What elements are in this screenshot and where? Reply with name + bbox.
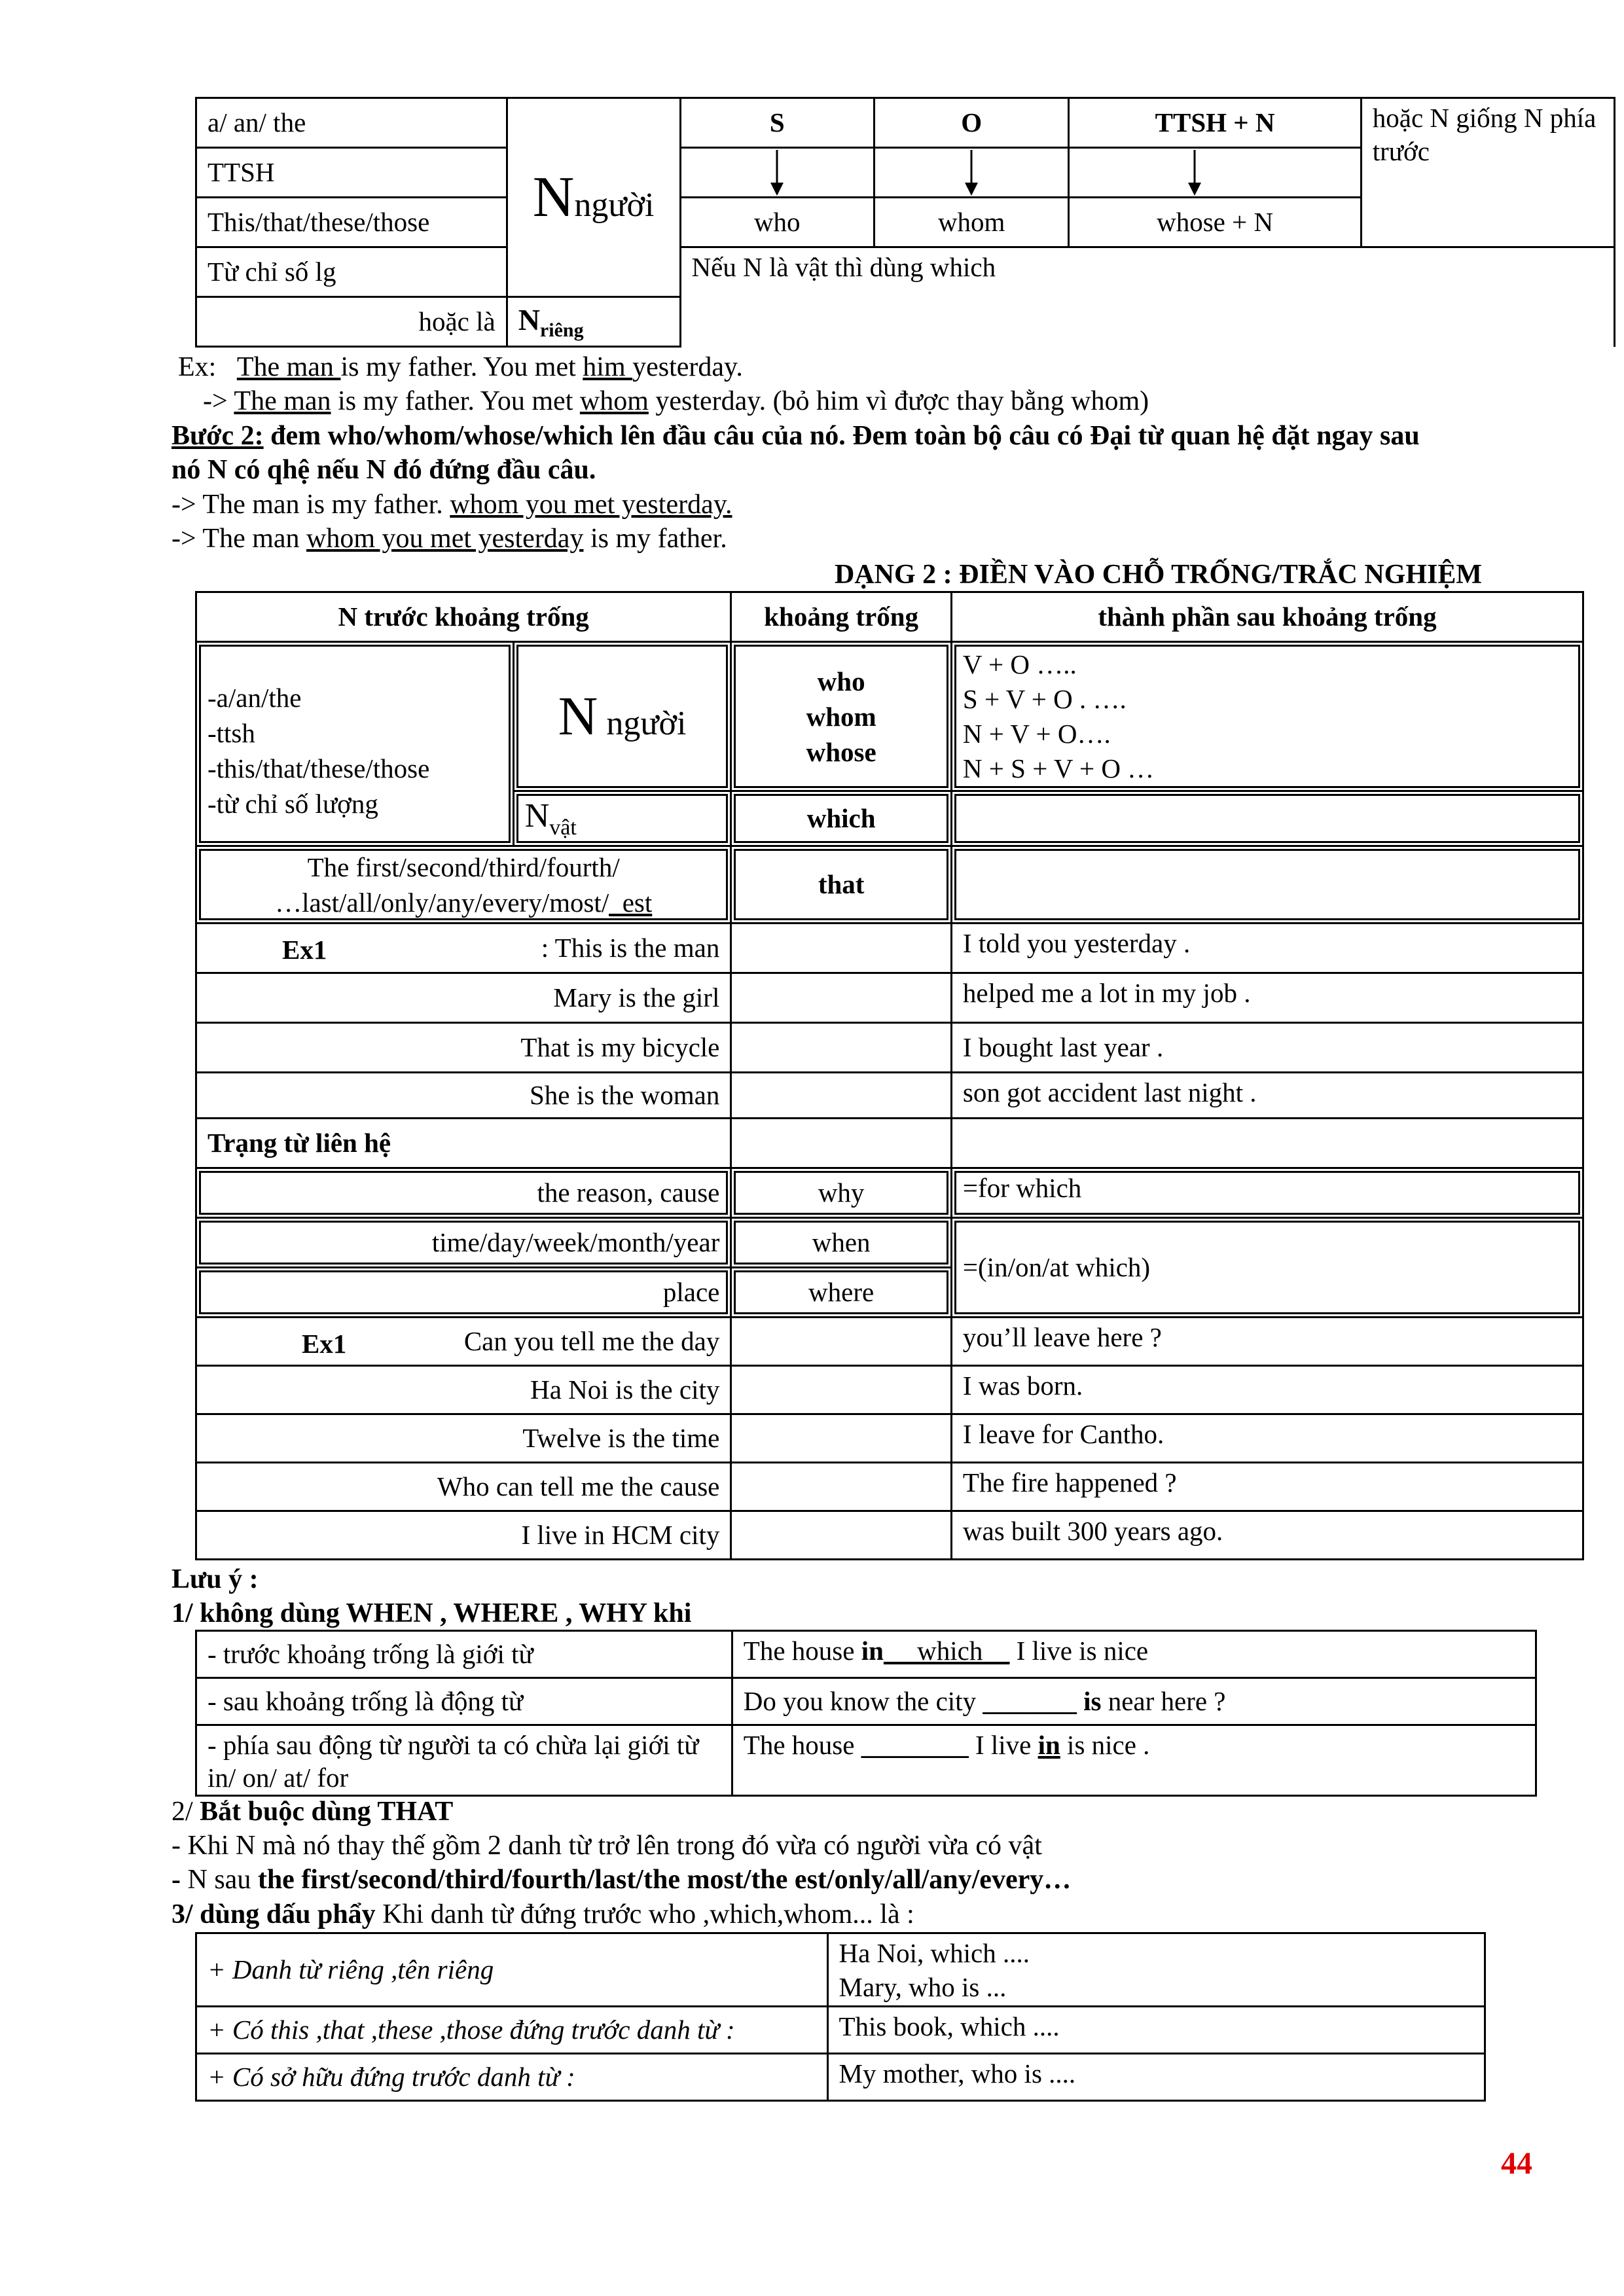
- rule-preposition-before: - trước khoảng trống là giới từ: [196, 1631, 732, 1678]
- page-number: 44: [1501, 2146, 1532, 2181]
- det-this-that: -this/that/these/those: [208, 753, 430, 783]
- ex1-right-text: I told you yesterday .: [951, 924, 1583, 973]
- pronoun-which: which: [731, 791, 952, 846]
- note-2-dash: -: [171, 1865, 188, 1895]
- step2-example-2: [171, 522, 727, 556]
- why-cell: why: [731, 1168, 952, 1218]
- ex2-text: is my father. You met: [331, 386, 580, 416]
- ordinals-cell: [196, 846, 731, 924]
- ordinals-text: …last/all/only/any/every/most/: [275, 887, 609, 918]
- noun-thing-cell: [513, 791, 731, 846]
- ex-row-blank: [731, 1073, 952, 1119]
- formula-3: N + V + O….: [962, 718, 1111, 749]
- ex1-blank: [731, 924, 952, 973]
- ex-row-right: I bought last year .: [951, 1023, 1583, 1073]
- ex1-left-text: : This is the man: [541, 932, 720, 963]
- ex2-blank: [731, 1318, 952, 1366]
- header-blank: khoảng trống: [731, 592, 952, 642]
- ex2-row-blank: [731, 1414, 952, 1463]
- ex2-row-left: Who can tell me the cause: [196, 1463, 731, 1511]
- arrow-down-icon: [962, 150, 981, 196]
- pronouns-cell: [731, 642, 952, 791]
- note-3-title: [171, 1897, 914, 1931]
- adverb-after: [951, 1119, 1583, 1168]
- e2-a: Do you know the city: [743, 1685, 983, 1716]
- e3-in: in: [1038, 1730, 1060, 1760]
- step2-ex2-a: -> The man: [171, 524, 307, 554]
- formula-4: N + S + V + O …: [962, 753, 1155, 783]
- noun-person-cell: [513, 642, 731, 791]
- arrow-down-icon: [1185, 150, 1204, 196]
- ordinals-est: _est: [609, 887, 653, 918]
- noun-person-cell: [507, 98, 680, 297]
- ex2-right-text: you’ll leave here ?: [951, 1318, 1583, 1366]
- same-noun-note: hoặc N giống N phía trước: [1361, 98, 1614, 247]
- note-2-text: Bắt buộc dùng THAT: [200, 1797, 454, 1827]
- in-on-at-cell: =(in/on/at which): [951, 1218, 1583, 1318]
- dang2-title: DẠNG 2 : ĐIỀN VÀO CHỖ TRỐNG/TRẮC NGHIỆM: [835, 560, 1483, 590]
- e3-c: I live: [968, 1730, 1038, 1760]
- note-1-title: 1/ không dùng WHEN , WHERE , WHY khi: [171, 1598, 692, 1628]
- formula-2: S + V + O . ….: [962, 683, 1127, 714]
- adverb-title: Trạng từ liên hệ: [196, 1119, 731, 1168]
- arrow-s-cell: [680, 148, 874, 198]
- ex2-row-blank: [731, 1366, 952, 1414]
- e2-blank: _______: [983, 1685, 1077, 1716]
- header-s: S: [680, 98, 874, 148]
- comma-demonstrative: + Có this ,that ,these ,those đứng trước danh từ :: [196, 2007, 828, 2054]
- note-2-n-sau: N sau: [187, 1865, 258, 1895]
- step2-text: đem who/whom/whose/which lên đầu câu của nó. Đem toàn bộ câu có Đại từ quan hệ đặt ngay sau: [263, 421, 1420, 451]
- e1-d: I live is nice: [1009, 1636, 1149, 1666]
- formula-1: V + O …..: [962, 649, 1077, 679]
- det-quantity: -từ chỉ số lượng: [208, 788, 378, 819]
- ordinals-line-1: The first/second/third/fourth/: [307, 852, 620, 882]
- noun-thing-sub: vật: [549, 816, 577, 840]
- pronoun-who: who: [817, 666, 865, 696]
- ex2-row-left: Ha Noi is the city: [196, 1366, 731, 1414]
- thing-which-note: Nếu N là vật thì dùng which: [680, 247, 1614, 347]
- pronoun-whose: whose: [806, 736, 876, 767]
- example-line-1: [178, 350, 743, 384]
- step2-example-1: [171, 488, 732, 522]
- e3-e: is nice .: [1060, 1730, 1150, 1760]
- note-2-line-1: - Khi N mà nó thay thế gồm 2 danh từ trở lên trong đó vừa có người vừa có vật: [171, 1831, 1042, 1861]
- determiner-this-that: This/that/these/those: [196, 198, 507, 247]
- when-where-why-table: [195, 1630, 1537, 1797]
- ex-row-left: She is the woman: [196, 1073, 731, 1119]
- ex-label: Ex:: [178, 352, 217, 382]
- note-2-list: the first/second/third/fourth/last/the most/the est/only/all/any/every…: [257, 1865, 1072, 1895]
- comma-example-1: [827, 1933, 1485, 2007]
- for-which-cell: =for which: [951, 1168, 1583, 1218]
- ex-row-right: helped me a lot in my job .: [951, 973, 1583, 1023]
- arrow-ttsh-cell: [1069, 148, 1361, 198]
- rule-preposition-left: - phía sau động từ người ta có chừa lại giới từ in/ on/ at/ for: [196, 1725, 732, 1796]
- ex1-row-0-left: [196, 924, 731, 973]
- ex2-row-right: I leave for Cantho.: [951, 1414, 1583, 1463]
- e2-is: is: [1076, 1685, 1102, 1716]
- comma-possessive: + Có sở hữu đứng trước danh từ :: [196, 2054, 828, 2101]
- rule-example-2: [732, 1678, 1536, 1725]
- ex2-row-right: The fire happened ?: [951, 1463, 1583, 1511]
- ex2-row-0-left: [196, 1318, 731, 1366]
- noun-n: N: [532, 165, 575, 229]
- place-cell: place: [196, 1268, 731, 1318]
- step2-ex1-b: whom you met yesterday.: [450, 490, 732, 520]
- ex2-left-text: Can you tell me the day: [463, 1325, 720, 1356]
- header-noun-before: N trước khoảng trống: [196, 592, 731, 642]
- ex2-row-right: was built 300 years ago.: [951, 1511, 1583, 1560]
- header-o: O: [874, 98, 1069, 148]
- fill-blank-table: [195, 591, 1584, 1560]
- step2-ex2-c: is my father.: [583, 524, 727, 554]
- adverb-blank: [731, 1119, 952, 1168]
- proper-noun-cell: [507, 297, 680, 347]
- comma-rule-table: [195, 1932, 1486, 2102]
- e3-a: The house: [743, 1730, 861, 1760]
- ex2-row-left: Twelve is the time: [196, 1414, 731, 1463]
- formulas-cell: [951, 642, 1583, 791]
- when-cell: when: [731, 1218, 952, 1268]
- note-2-title: [171, 1795, 453, 1829]
- noun-n: N: [558, 686, 598, 747]
- ex-text-end: yesterday.: [632, 352, 743, 382]
- ex-the-man: The man: [236, 352, 341, 382]
- comma-ex-book: This book, which ....: [827, 2007, 1485, 2054]
- pronoun-whose: whose + N: [1069, 198, 1361, 247]
- step2-line-1: [171, 419, 1420, 453]
- ex2-text-end: yesterday. (bỏ him vì được thay bằng whom): [648, 386, 1149, 416]
- arrow-down-icon: [767, 150, 787, 196]
- which-after-cell: [951, 791, 1583, 846]
- where-cell: where: [731, 1268, 952, 1318]
- comma-ex-mary: Mary, who is ...: [839, 1971, 1007, 2002]
- rule-verb-after: - sau khoảng trống là động từ: [196, 1678, 732, 1725]
- proper-noun-n: N: [518, 302, 540, 336]
- ex-row-left: That is my bicycle: [196, 1023, 731, 1073]
- e3-blank: ________: [861, 1730, 969, 1760]
- ordinals-line-2: [208, 885, 719, 920]
- ex1-label: Ex1: [282, 935, 327, 965]
- example-line-2: [203, 384, 1149, 418]
- determiner-a-an-the: a/ an/ the: [196, 98, 507, 148]
- step2-line-2: nó N có qhệ nếu N đó đứng đầu câu.: [171, 455, 596, 485]
- determiners-cell: [196, 642, 514, 846]
- comma-ex-mother: My mother, who is ....: [827, 2054, 1485, 2101]
- ex2-whom: whom: [579, 386, 649, 416]
- pronoun-who: who: [680, 198, 874, 247]
- ex-row-blank: [731, 1023, 952, 1073]
- pronoun-that: that: [731, 846, 952, 924]
- noun-sub-nguoi: người: [574, 186, 655, 224]
- header-ttsh: TTSH + N: [1069, 98, 1361, 148]
- step2-ex2-b: whom you met yesterday: [306, 524, 584, 554]
- noun-sub-nguoi: người: [598, 705, 687, 742]
- relative-pronoun-table: [195, 97, 1615, 348]
- ex2-row-left: I live in HCM city: [196, 1511, 731, 1560]
- that-after-cell: [951, 846, 1583, 924]
- header-after: thành phần sau khoảng trống: [951, 592, 1583, 642]
- ex2-the-man: The man: [234, 386, 331, 416]
- step2-label: Bước 2:: [171, 421, 264, 451]
- pronoun-whom: whom: [874, 198, 1069, 247]
- rule-example-3: [732, 1725, 1536, 1796]
- det-ttsh: -ttsh: [208, 717, 255, 748]
- ex2-row-blank: [731, 1511, 952, 1560]
- note-3-text: Khi danh từ đứng trước who ,which,whom... là :: [375, 1899, 914, 1929]
- determiner-ttsh: TTSH: [196, 148, 507, 198]
- comma-ex-hanoi: Ha Noi, which ....: [839, 1937, 1030, 1968]
- note-title: Lưu ý :: [171, 1564, 259, 1594]
- ex-him: him: [583, 352, 633, 382]
- note-3-label: 3/ dùng dấu phẩy: [171, 1899, 376, 1929]
- pronoun-whom: whom: [806, 701, 876, 732]
- ex2-label: Ex1: [302, 1329, 347, 1359]
- note-2-number: 2/: [171, 1797, 200, 1827]
- e1-which: __which__: [883, 1636, 1010, 1666]
- proper-noun-sub: riêng: [539, 319, 584, 341]
- or-label: hoặc là: [196, 297, 507, 347]
- noun-thing-n: N: [524, 797, 550, 835]
- e1-in: in: [861, 1636, 884, 1666]
- note-2-line-2: [171, 1863, 1071, 1897]
- reason-cell: the reason, cause: [196, 1168, 731, 1218]
- e1-a: The house: [743, 1636, 861, 1666]
- ex-row-right: son got accident last night .: [951, 1073, 1583, 1119]
- e2-d: near here ?: [1101, 1685, 1226, 1716]
- comma-proper-noun: + Danh từ riêng ,tên riêng: [196, 1933, 828, 2007]
- determiner-quantity: Từ chỉ số lg: [196, 247, 507, 297]
- ex2-row-right: I was born.: [951, 1366, 1583, 1414]
- rule-example-1: [732, 1631, 1536, 1678]
- det-a-an-the: -a/an/the: [208, 682, 302, 713]
- step2-ex1-a: -> The man is my father.: [171, 490, 450, 520]
- ex2-row-blank: [731, 1463, 952, 1511]
- time-cell: time/day/week/month/year: [196, 1218, 731, 1268]
- arrow-o-cell: [874, 148, 1069, 198]
- ex-row-blank: [731, 973, 952, 1023]
- ex-text: is my father. You met: [340, 352, 583, 382]
- ex-row-left: Mary is the girl: [196, 973, 731, 1023]
- ex2-arrow: ->: [203, 386, 234, 416]
